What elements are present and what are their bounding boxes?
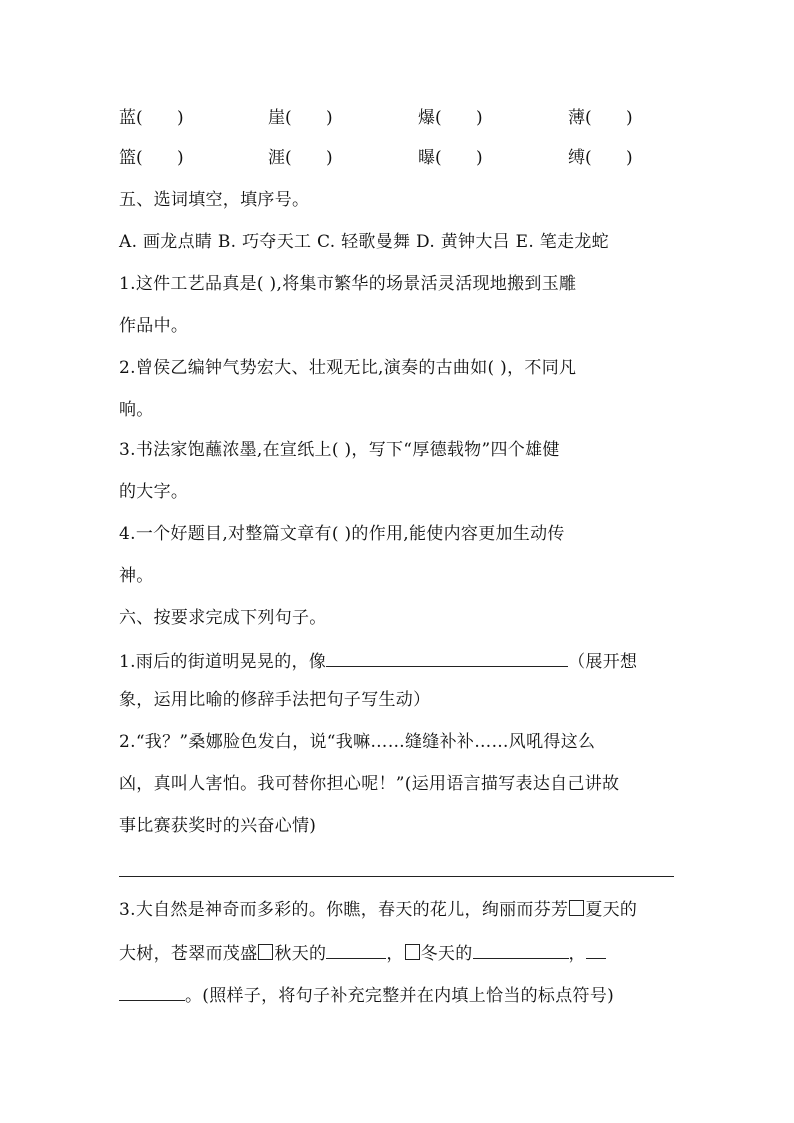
- s1-line2: 象，运用比喻的修辞手法把句子写生动）: [119, 690, 431, 710]
- q3-line1: 3.书法家饱蘸浓墨,在宣纸上( )，写下“厚德载物”四个雄健: [119, 440, 560, 460]
- q2-line2: 响。: [119, 400, 154, 420]
- s3-final-blank[interactable]: [119, 982, 185, 1001]
- punctuation-box[interactable]: [258, 944, 273, 960]
- grid-item-4: 薄( ): [568, 108, 633, 128]
- grid-item-5: 篮( ): [119, 148, 184, 168]
- s1-answer-blank[interactable]: [326, 648, 568, 667]
- q4-line2: 神。: [119, 566, 154, 586]
- punctuation-box[interactable]: [405, 944, 420, 960]
- s3-autumn-blank[interactable]: [326, 940, 386, 959]
- q1-line1: 1.这件工艺品真是( ),将集市繁华的场景活灵活现地搬到玉雕: [119, 274, 577, 294]
- q1-line2: 作品中。: [119, 316, 189, 336]
- punctuation-box[interactable]: [569, 900, 584, 916]
- section6-title: 六、按要求完成下列句子。: [119, 608, 327, 628]
- q2-line1: 2.曾侯乙编钟气势宏大、壮观无比,演奏的古曲如( )，不同凡: [119, 358, 577, 378]
- grid-item-2: 崖( ): [268, 108, 333, 128]
- s1-line1: 1.雨后的街道明晃晃的，像 （展开想: [119, 648, 637, 674]
- s2-line2: 凶，真叫人害怕。我可替你担心呢！”(运用语言描写表达自己讲故: [119, 774, 620, 794]
- grid-item-3: 爆( ): [418, 108, 483, 128]
- section5-title: 五、选词填空，填序号。: [119, 190, 310, 210]
- s2-line3: 事比赛获奖时的兴奋心情): [119, 816, 317, 836]
- s3-line3: 。(照样子，将句子补充完整并在内填上恰当的标点符号): [119, 982, 614, 1008]
- s3-line2: 大树，苍翠而茂盛 秋天的 ， 冬天的 ，: [119, 940, 606, 966]
- s2-answer-line[interactable]: [119, 876, 674, 877]
- section5-options: A. 画龙点睛 B. 巧夺天工 C. 轻歌曼舞 D. 黄钟大吕 E. 笔走龙蛇: [119, 232, 609, 252]
- grid-item-6: 涯( ): [268, 148, 333, 168]
- s3-extra-blank[interactable]: [586, 940, 606, 959]
- grid-item-1: 蓝( ): [119, 108, 184, 128]
- s3-line1: 3.大自然是神奇而多彩的。你瞧，春天的花儿，绚丽而芬芳 夏天的: [119, 900, 638, 920]
- q4-line1: 4.一个好题目,对整篇文章有( )的作用,能使内容更加生动传: [119, 524, 565, 544]
- s3-winter-blank[interactable]: [473, 940, 569, 959]
- grid-item-7: 曝( ): [418, 148, 483, 168]
- s2-line1: 2.“我？”桑娜脸色发白，说“我嘛……缝缝补补……风吼得这么: [119, 732, 596, 752]
- grid-item-8: 缚( ): [568, 148, 633, 168]
- q3-line2: 的大字。: [119, 482, 189, 502]
